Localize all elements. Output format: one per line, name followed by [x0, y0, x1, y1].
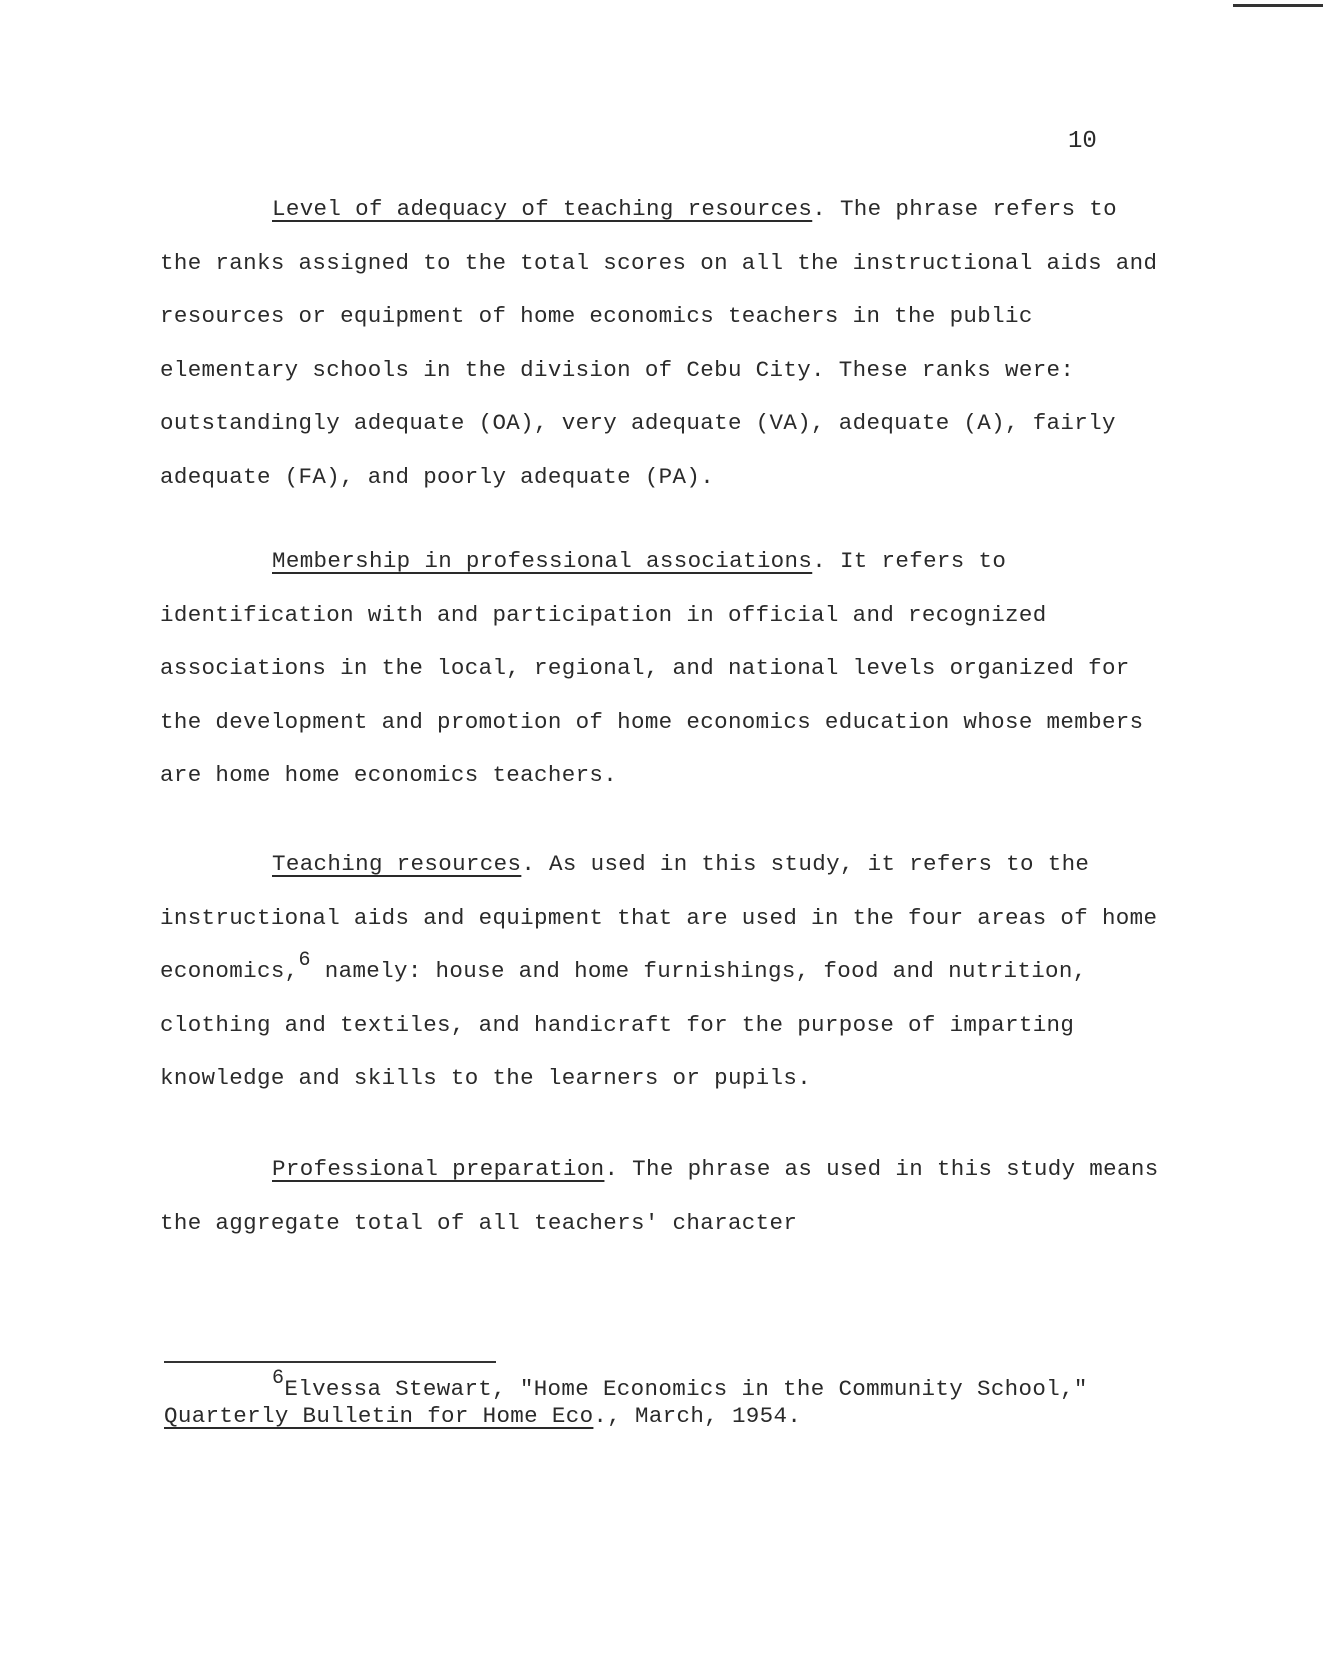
- footnote-number: 6: [272, 1367, 285, 1390]
- paragraph-professional-preparation: [160, 1143, 1160, 1250]
- footnote-text-end: ., March, 1954.: [593, 1403, 802, 1429]
- footnote: [164, 1367, 1164, 1403]
- term-heading: Level of adequacy of teaching resources: [272, 196, 813, 222]
- term-heading: Membership in professional associations: [272, 548, 813, 574]
- footnote-divider: [164, 1361, 496, 1363]
- paragraph-teaching-resources: [160, 838, 1160, 1106]
- footnote-source-title: Quarterly Bulletin for Home Eco: [164, 1403, 594, 1429]
- scan-edge-mark: [1233, 4, 1323, 7]
- paragraph-text: . The phrase refers to the ranks assigned to the total scores on all the instructional aids and resources or equipment of home economics teachers in the public elementary schools in the division of Cebu City. These ranks were: outstandingly adequate (OA), very adequate (VA), adequate (A), fairly adequate (FA), and poorly adequate (PA).: [160, 196, 1158, 490]
- paragraph-text: namely: house and home furnishings, food and nutrition, clothing and textiles, and handicraft for the purpose of imparting knowledge and skills to the learners or pupils.: [160, 958, 1087, 1091]
- page-number: 10: [1068, 128, 1097, 155]
- paragraph-text: . The phrase as used in this study means the aggregate total of all teachers' character: [160, 1156, 1159, 1236]
- paragraph-membership: [160, 535, 1160, 803]
- paragraph-text: . As used in this study, it refers to the instructional aids and equipment that are used in the four areas of home economics,: [160, 851, 1158, 984]
- paragraph-text: . It refers to identification with and participation in official and recognized associations in the local, regional, and national levels organized for the development and promotion of home economics education whose members are home home economics teachers.: [160, 548, 1144, 788]
- term-heading: Teaching resources: [272, 851, 522, 877]
- paragraph-adequacy: [160, 183, 1160, 504]
- footnote-reference: 6: [298, 949, 311, 972]
- term-heading: Professional preparation: [272, 1156, 605, 1182]
- footnote-text: Elvessa Stewart, "Home Economics in the Community School,": [284, 1376, 1088, 1402]
- footnote-line-2: [164, 1403, 1164, 1430]
